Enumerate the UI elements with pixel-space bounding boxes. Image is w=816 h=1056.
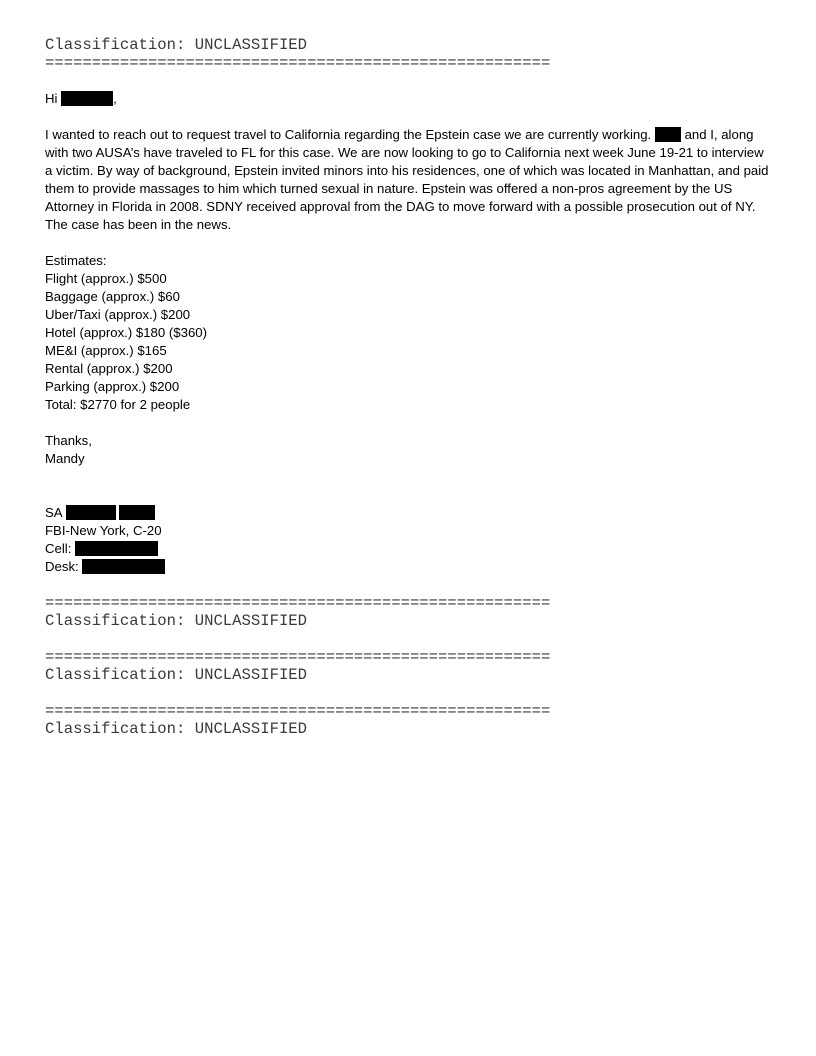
redaction-desk-number bbox=[82, 559, 165, 574]
footer-banner bbox=[45, 702, 770, 738]
redaction-last-name bbox=[119, 505, 155, 520]
email-body bbox=[45, 90, 770, 576]
estimate-line: Hotel (approx.) $180 ($360) bbox=[45, 325, 208, 340]
footer-separator: ====================================================== bbox=[45, 594, 551, 612]
sender-first-name: Mandy bbox=[45, 451, 85, 466]
estimate-line: Parking (approx.) $200 bbox=[45, 379, 180, 394]
signature-office: FBI-New York, C-20 bbox=[45, 523, 162, 538]
greeting-prefix: Hi bbox=[45, 91, 58, 106]
body-part1: I wanted to reach out to request travel to California regarding the Epstein case we are currently working. bbox=[45, 127, 652, 142]
estimates-heading: Estimates: bbox=[45, 253, 107, 268]
signature-desk bbox=[45, 558, 770, 576]
estimate-line: Uber/Taxi (approx.) $200 bbox=[45, 307, 191, 322]
estimate-line: Baggage (approx.) $60 bbox=[45, 289, 180, 304]
estimate-line: Flight (approx.) $500 bbox=[45, 271, 167, 286]
redaction-first-name bbox=[66, 505, 116, 520]
signature-name bbox=[45, 504, 770, 522]
body-part2: and I, along with two AUSA’s have traveled to FL for this case. We are now looking to go to California next week June 19-21 to interview a victim. By way of background, Epstein invited minors into his residences, one of which was located in Manhattan, and paid them to provide massages to him which turned sexual in nature. Epstein was offered a non-pros agreement by the US Attorney in Florida in 2008. SDNY received approval from the DAG to move forward with a possible prosecution out of NY. The case has been in the news. bbox=[45, 127, 769, 232]
email-document bbox=[45, 36, 770, 738]
estimate-line: Rental (approx.) $200 bbox=[45, 361, 173, 376]
estimate-line: ME&I (approx.) $165 bbox=[45, 343, 167, 358]
body-paragraph bbox=[45, 126, 770, 234]
greeting-suffix: , bbox=[113, 91, 117, 106]
signature-cell bbox=[45, 540, 770, 558]
desk-label: Desk: bbox=[45, 559, 79, 574]
footer-banner bbox=[45, 594, 770, 630]
footer-banner bbox=[45, 648, 770, 684]
footer-classification: Classification: UNCLASSIFIED bbox=[45, 612, 308, 630]
footer-classification: Classification: UNCLASSIFIED bbox=[45, 666, 308, 684]
header-separator: ====================================================== bbox=[45, 54, 551, 72]
estimate-total: Total: $2770 for 2 people bbox=[45, 397, 191, 412]
redaction-colleague bbox=[655, 127, 681, 142]
footer-classification: Classification: UNCLASSIFIED bbox=[45, 720, 308, 738]
footer-separator: ====================================================== bbox=[45, 702, 551, 720]
redaction-recipient bbox=[61, 91, 113, 106]
greeting bbox=[45, 90, 770, 108]
closing: Thanks, bbox=[45, 433, 92, 448]
signature-title: SA bbox=[45, 505, 62, 520]
footer-separator: ====================================================== bbox=[45, 648, 551, 666]
header-classification: Classification: UNCLASSIFIED bbox=[45, 36, 308, 54]
cell-label: Cell: bbox=[45, 541, 72, 556]
redaction-cell-number bbox=[75, 541, 158, 556]
